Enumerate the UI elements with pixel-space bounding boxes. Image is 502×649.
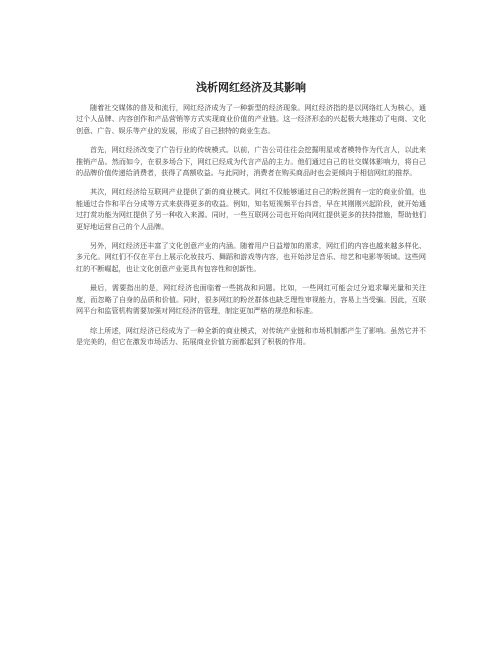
- paragraph-cultural-industry: 另外，网红经济还丰富了文化创意产业的内涵。随着用户日益增加的需求，网红们的内容也越来越多样化、多元化。网红们不仅在平台上展示化妆技巧、舞蹈和游戏等内容，也开始涉足音乐、综艺和电影等领域。这些网红的不断崛起，也让文化创意产业更具有包容性和创新性。: [76, 241, 426, 273]
- paragraph-challenges: 最后，需要指出的是，网红经济也面临着一些挑战和问题。比如，一些网红可能会过分追求曝光量和关注度，而忽略了自身的品质和价值。同时，很多网红的粉丝群体也缺乏理性审视能力，容易上当受骗。因此，互联网平台和监管机构需要加强对网红经济的管理，制定更加严格的规范和标准。: [76, 283, 426, 316]
- paragraph-intro: 随着社交媒体的普及和流行，网红经济成为了一种新型的经济现象。网红经济指的是以网络红人为核心，通过个人品牌、内容创作和产品营销等方式实现商业价值的产业链。这一经济形态的兴起极大地推动了电商、文化创意、广告、娱乐等产业的发展，形成了自己独特的商业生态。: [76, 103, 426, 135]
- paragraph-conclusion: 综上所述，网红经济已经成为了一种全新的商业模式，对传统产业链和市场机制都产生了影响。虽然它并不是完美的，但它在激发市场活力、拓展商业价值方面都起到了积极的作用。: [76, 325, 426, 346]
- paragraph-advertising: 首先，网红经济改变了广告行业的传统模式。以前，广告公司往往会挖掘明星或者模特作为代言人，以此来推销产品。然而如今，在很多场合下，网红已经成为代言产品的主力。他们通过自己的社交媒体影响力，将自己的品牌价值传递给消费者，获得了高额收益。与此同时，消费者在购买商品时也会更倾向于相信网红的推荐。: [76, 145, 426, 178]
- document-title: 浅析网红经济及其影响: [196, 81, 306, 94]
- paragraph-internet-industry: 其次，网红经济给互联网产业提供了新的商业模式。网红不仅能够通过自己的粉丝拥有一定的商业价值，也能通过合作和平台分成等方式来获得更多的收益。例如，知名短视频平台抖音，早在其刚刚兴起阶段，就开始通过打赏功能为网红提供了另一种收入来源。同时，一些互联网公司也开始向网红提供更多的扶持措施，帮助他们更好地运营自己的个人品牌。: [76, 187, 426, 231]
- document-body: [76, 102, 426, 355]
